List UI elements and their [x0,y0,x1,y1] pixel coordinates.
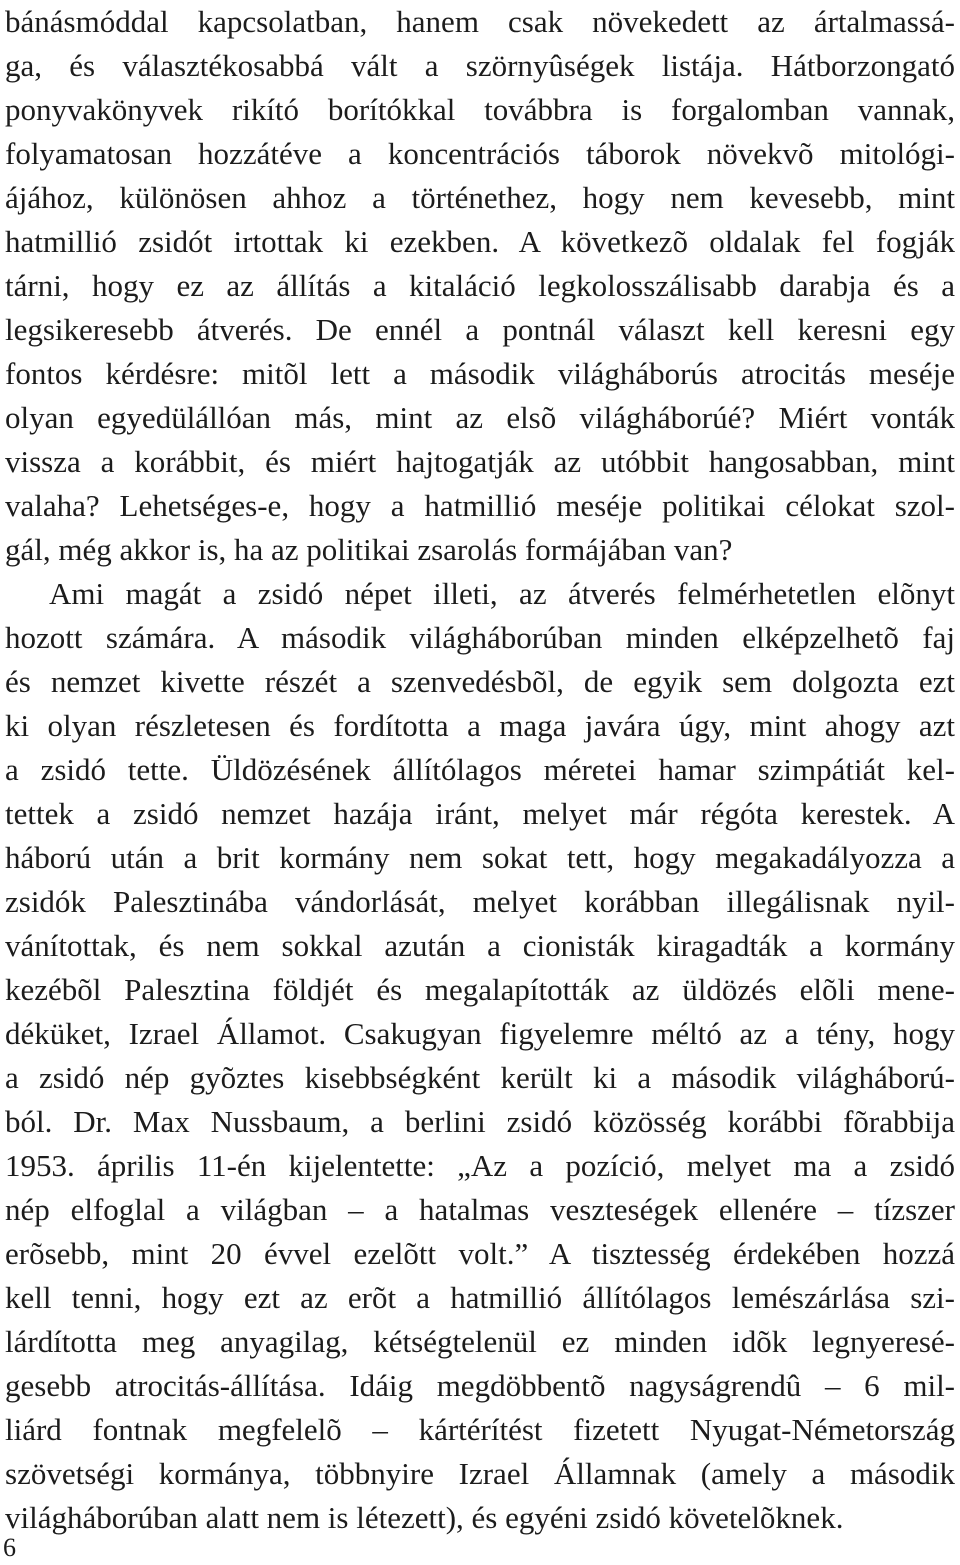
text-line: fontos kérdésre: mitõl lett a második világháborús atrocitás meséje [5,356,955,391]
paragraph-end-line: világháborúban alatt nem is létezett), és egyéni zsidó követelõknek. [5,1500,844,1535]
text-line: bánásmóddal kapcsolatban, hanem csak növekedett az ártalmassá- [5,4,955,39]
text-line: erõsebb, mint 20 évvel ezelõtt volt.” A tisztesség érdekében hozzá [5,1236,955,1271]
text-line: ga, és választékosabbá vált a szörnyûségek listája. Hátborzongató [5,48,955,83]
text-line: lárdította meg anyagilag, kétségtelenül ez minden idõk legnyeresé- [5,1324,955,1359]
text-line: ból. Dr. Max Nussbaum, a berlini zsidó közösség korábbi fõrabbija [5,1104,955,1139]
page-number: 6 [3,1533,16,1562]
text-line: legsikeresebb átverés. De ennél a pontnál választ kell keresni egy [5,312,955,347]
text-line: hozott számára. A második világháborúban minden elképzelhetõ faj [5,620,955,655]
text-line: ki olyan részletesen és fordította a maga javára úgy, mint ahogy azt [5,708,955,743]
body-text [5,0,955,1540]
text-line: vánítottak, és nem sokkal azután a cionisták kiragadták a kormány [5,928,955,963]
text-line: 1953. április 11-én kijelentette: „Az a pozíció, melyet ma a zsidó [5,1148,955,1183]
text-line: kell tenni, hogy ezt az erõt a hatmillió állítólagos lemészárlása szi- [5,1280,955,1315]
paragraph-start-line: Ami magát a zsidó népet illeti, az átverés felmérhetetlen elõnyt [49,576,955,611]
text-line: tettek a zsidó nemzet hazája iránt, melyet már régóta kerestek. A [5,796,955,831]
text-line: folyamatosan hozzátéve a koncentrációs táborok növekvõ mitológi- [5,136,955,171]
text-line: háború után a brit kormány nem sokat tett, hogy megakadályozza a [5,840,955,875]
text-line: nép elfoglal a világban – a hatalmas veszteségek ellenére – tízszer [5,1192,955,1227]
text-line: zsidók Palesztinába vándorlását, melyet korábban illegálisnak nyil- [5,884,955,919]
text-line: valaha? Lehetséges-e, hogy a hatmillió meséje politikai célokat szol- [5,488,955,523]
text-line: ájához, különösen ahhoz a történethez, hogy nem kevesebb, mint [5,180,955,215]
text-line: vissza a korábbit, és miért hajtogatják az utóbbit hangosabban, mint [5,444,955,479]
paragraph-end-line: gál, még akkor is, ha az politikai zsarolás formájában van? [5,532,733,567]
text-line: szövetségi kormánya, többnyire Izrael Államnak (amely a második [5,1456,955,1491]
text-line: kezébõl Palesztina földjét és megalapították az üldözés elõli mene- [5,972,955,1007]
text-line: és nemzet kivette részét a szenvedésbõl, de egyik sem dolgozta ezt [5,664,955,699]
text-line: tárni, hogy ez az állítás a kitaláció legkolosszálisabb darabja és a [5,268,955,303]
text-line: hatmillió zsidót irtottak ki ezekben. A következõ oldalak fel fogják [5,224,955,259]
text-line: gesebb atrocitás-állítása. Idáig megdöbbentõ nagyságrendû – 6 mil- [5,1368,955,1403]
text-line: a zsidó tette. Üldözésének állítólagos méretei hamar szimpátiát kel- [5,752,955,787]
text-line: déküket, Izrael Államot. Csakugyan figyelemre méltó az a tény, hogy [5,1016,955,1051]
text-line: olyan egyedülállóan más, mint az elsõ világháborúé? Miért vonták [5,400,955,435]
text-line: liárd fontnak megfelelõ – kártérítést fizetett Nyugat-Németország [5,1412,955,1447]
text-line: ponyvakönyvek rikító borítókkal továbbra is forgalomban vannak, [5,92,955,127]
text-line: a zsidó nép gyõztes kisebbségként került ki a második világháború- [5,1060,955,1095]
